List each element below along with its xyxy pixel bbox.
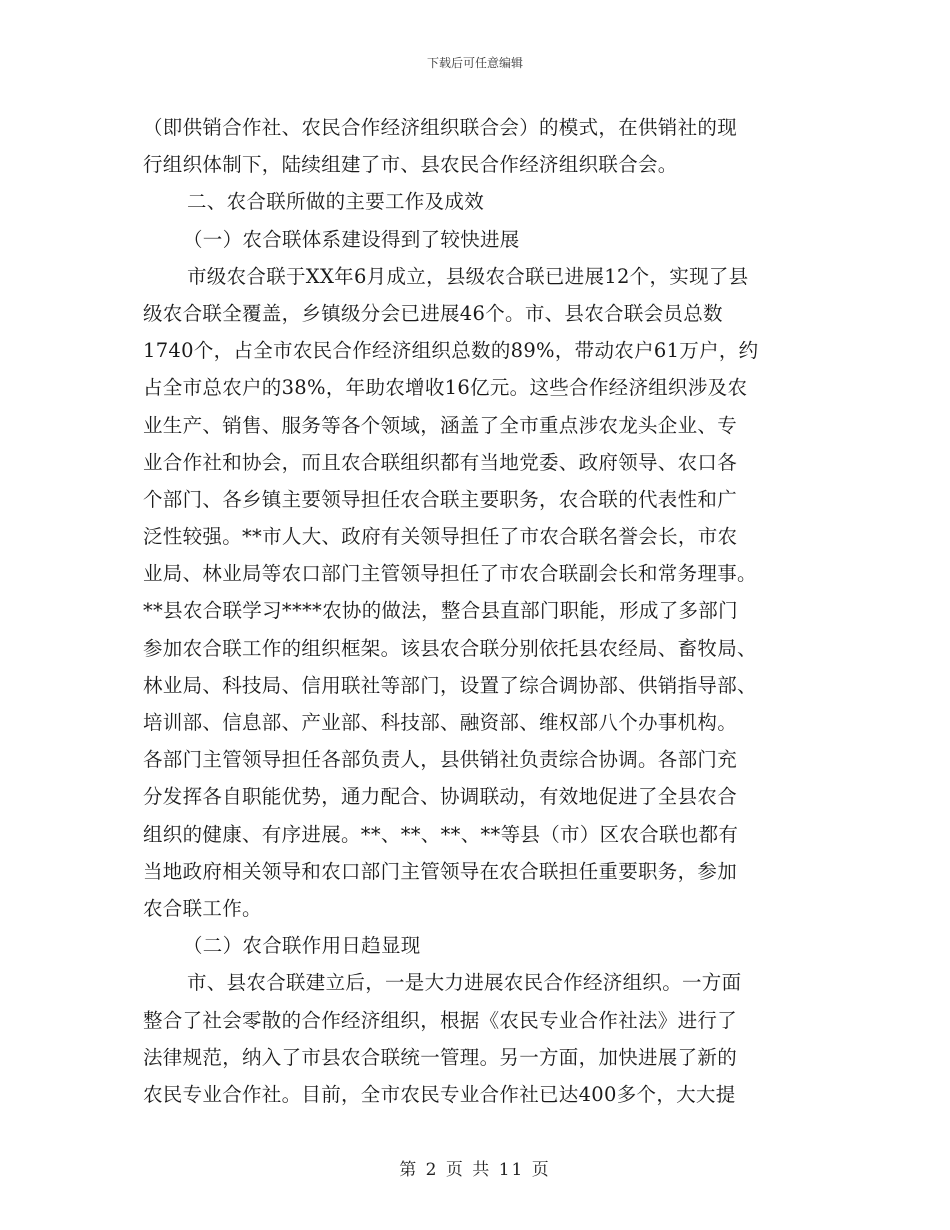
body-line: 整合了社会零散的合作经济组织，根据《农民专业合作社法》进行了 <box>143 1008 738 1032</box>
body-line: 泛性较强。**市人大、政府有关领导担任了市农合联名誉会长，市农 <box>143 525 738 549</box>
body-line: 业局、林业局等农口部门主管领导担任了市农合联副会长和常务理事。 <box>143 562 757 586</box>
page-header: 下载后可任意编辑 <box>426 56 523 70</box>
body-line: （即供销合作社、农民合作经济组织联合会）的模式，在供销社的现 <box>143 116 738 139</box>
paragraph-start-line: 市级农合联于XX年6月成立，县级农合联已进展12个，实现了县 <box>187 264 749 288</box>
body-line: 农民专业合作社。目前，全市农民专业合作社已达400多个，大大提 <box>143 1082 736 1106</box>
page-number-footer: 第 2 页 共 11 页 <box>399 1160 551 1180</box>
subsection-heading: （一）农合联体系建设得到了较快进展 <box>183 227 520 251</box>
body-line: 农合联工作。 <box>143 896 262 920</box>
document-body <box>143 109 813 1113</box>
body-line: 业生产、销售、服务等各个领域，涵盖了全市重点涉农龙头企业、专 <box>143 413 738 437</box>
body-line: 1740个，占全市农民合作经济组织总数的89%，带动农户61万户，约 <box>143 339 759 363</box>
body-line: 分发挥各自职能优势，通力配合、协调联动，有效地促进了全县农合 <box>143 785 738 809</box>
body-line: 占全市总农户的38%，年助农增收16亿元。这些合作经济组织涉及农 <box>143 376 748 400</box>
section-heading: 二、农合联所做的主要工作及成效 <box>187 190 485 214</box>
subsection-heading: （二）农合联作用日趋显现 <box>183 934 421 958</box>
body-line: **县农合联学习****农协的做法，整合县直部门职能，形成了多部门 <box>143 599 738 623</box>
body-line: 各部门主管领导担任各部负责人，县供销社负责综合协调。各部门充 <box>143 748 738 772</box>
body-line: 个部门、各乡镇主要领导担任农合联主要职务，农合联的代表性和广 <box>143 487 738 511</box>
body-line: 当地政府相关领导和农口部门主管领导在农合联担任重要职务，参加 <box>143 859 738 883</box>
body-line: 级农合联全覆盖，乡镇级分会已进展46个。市、县农合联会员总数 <box>143 301 723 325</box>
body-line: 培训部、信息部、产业部、科技部、融资部、维权部八个办事机构。 <box>143 711 738 734</box>
body-line: 组织的健康、有序进展。**、**、**、**等县（市）区农合联也都有 <box>143 822 739 846</box>
body-line: 业合作社和协会，而且农合联组织都有当地党委、政府领导、农口各 <box>143 450 738 474</box>
paragraph-start-line: 市、县农合联建立后，一是大力进展农民合作经济组织。一方面 <box>187 971 742 995</box>
body-line: 参加农合联工作的组织框架。该县农合联分别依托县农经局、畜牧局、 <box>143 636 757 660</box>
body-line: 行组织体制下，陆续组建了市、县农民合作经济组织联合会。 <box>143 153 678 177</box>
body-line: 林业局、科技局、信用联社等部门，设置了综合调协部、供销指导部、 <box>143 673 757 697</box>
body-line: 法律规范，纳入了市县农合联统一管理。另一方面，加快进展了新的 <box>143 1045 738 1069</box>
